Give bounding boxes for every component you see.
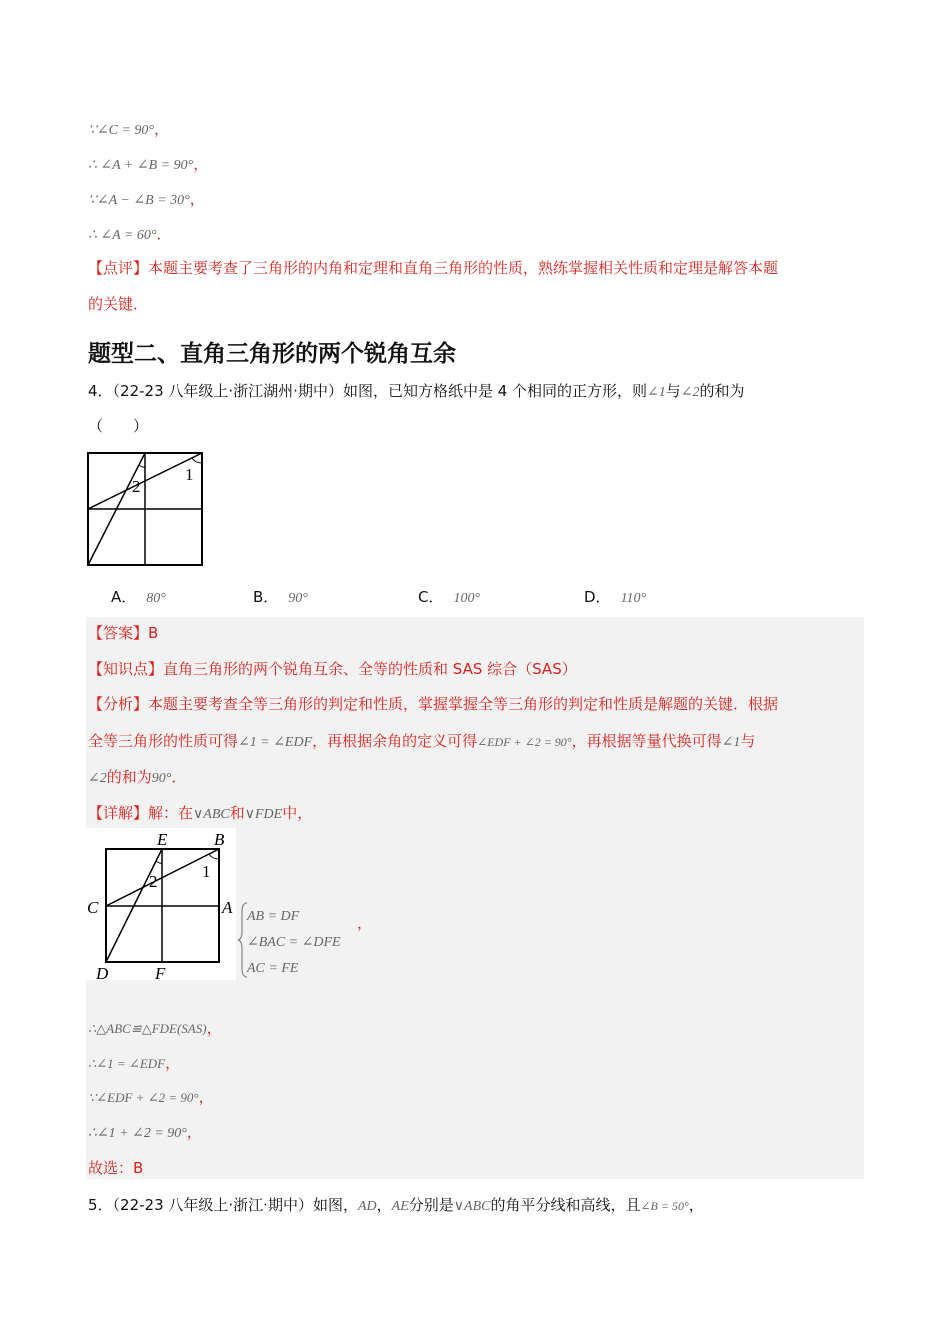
detail-line: 【详解】解：在∨ABC和∨FDE中，	[88, 804, 313, 822]
solution-step: ∴∠1 + ∠2 = 90°，	[88, 1123, 202, 1141]
point-label-F: F	[155, 964, 166, 980]
review-tag: 【点评】	[88, 259, 149, 277]
option-a[interactable]: A． 80°	[111, 588, 166, 606]
question-4-stem: 4．（22-23 八年级上·浙江湖州·期中）如图，已知方格纸中是 4 个相同的正方形，则∠1与∠2的和为	[88, 382, 745, 400]
question-4-paren: （ ）	[88, 417, 149, 435]
option-d[interactable]: D． 110°	[584, 588, 647, 606]
final-choice: 故选：B	[88, 1159, 144, 1177]
math-expression: ∵∠A − ∠B = 30°	[88, 193, 190, 208]
knowledge-line: 【知识点】直角三角形的两个锐角互余、全等的性质和 SAS 综合（SAS）	[88, 660, 577, 678]
system-eq-3: AC = FE	[247, 961, 299, 976]
top-step: ∴ ∠A + ∠B = 90°，	[88, 155, 209, 173]
analysis-line-2: 全等三角形的性质可得∠1 = ∠EDF，再根据余角的定义可得∠EDF + ∠2 = 90°，再根据等量代换可得∠1与	[88, 732, 756, 750]
top-step: ∴ ∠A = 60°．	[88, 225, 172, 243]
system-eq-1: AB = DF	[247, 909, 300, 924]
system-punct: ，	[357, 914, 373, 932]
top-step: ∵∠A − ∠B = 30°，	[88, 190, 205, 208]
system-eq-2: ∠BAC = ∠DFE	[247, 935, 341, 950]
option-c[interactable]: C． 100°	[418, 588, 481, 606]
math-expression: ∴ ∠A + ∠B = 90°	[88, 158, 194, 173]
review-line-2: 的关键．	[88, 295, 149, 313]
grid-figure-2	[86, 828, 236, 980]
angle-label-2: 2	[132, 477, 141, 496]
top-step: ∵∠C = 90°，	[88, 120, 170, 138]
angle-label-1: 1	[185, 465, 194, 484]
section-title: 题型二、直角三角形的两个锐角互余	[88, 341, 456, 367]
analysis-line-1: 【分析】本题主要考查全等三角形的判定和性质，掌握掌握全等三角形的判定和性质是解题的关键．根据	[88, 695, 779, 713]
option-b[interactable]: B． 90°	[253, 588, 308, 606]
point-label-A: A	[222, 898, 233, 917]
review-line-1: 【点评】本题主要考查了三角形的内角和定理和直角三角形的性质，熟练掌握相关性质和定理是解答本题	[88, 259, 779, 277]
math-expression: ∵∠C = 90°	[88, 123, 155, 138]
question-5-stem: 5．（22-23 八年级上·浙江·期中）如图，AD，AE分别是∨ABC的角平分线和高线，且∠B = 50°，	[88, 1196, 704, 1214]
angle-1-arc	[192, 458, 202, 463]
answer-line: 【答案】B	[88, 624, 159, 642]
angle-label-2: 2	[149, 872, 158, 891]
math-expression: ∴ ∠A = 60°	[88, 228, 157, 243]
angle-label-1: 1	[202, 862, 211, 881]
point-label-C: C	[87, 898, 99, 917]
grid-figure-1	[86, 450, 206, 568]
solution-step: ∴△ABC≌△FDE(SAS)，	[88, 1019, 222, 1037]
point-label-E: E	[157, 830, 168, 849]
solution-step: ∴∠1 = ∠EDF，	[88, 1054, 181, 1072]
angle-2-arc	[139, 465, 145, 467]
point-label-D: D	[96, 964, 109, 980]
solution-step: ∵∠EDF + ∠2 = 90°，	[88, 1088, 214, 1106]
analysis-line-3: ∠2的和为90°．	[88, 768, 187, 786]
point-label-B: B	[214, 830, 225, 849]
